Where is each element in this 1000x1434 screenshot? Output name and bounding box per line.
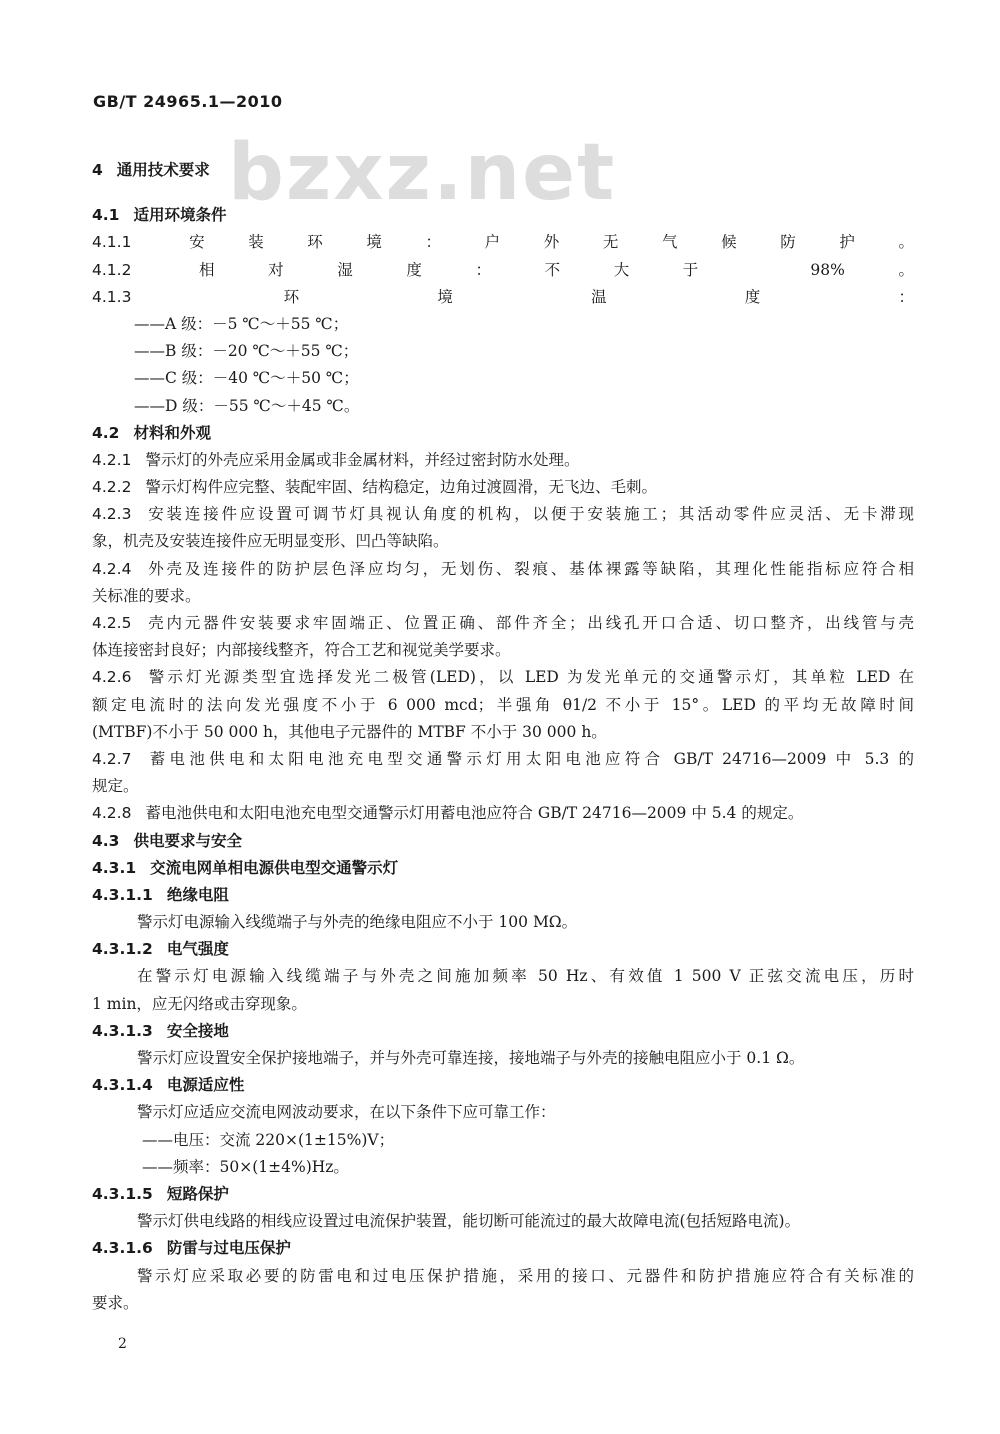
- clause-text: 体连接密封良好；内部接线整齐，符合工艺和视觉美学要求。: [92, 641, 511, 660]
- list-item: [92, 1127, 914, 1154]
- clause-text: ——频率：50×(1±4%)Hz。: [142, 1157, 349, 1176]
- clause-text: ——电压：交流 220×(1±15%)V；: [142, 1130, 395, 1149]
- clause-number: 4.2.8: [92, 804, 132, 823]
- section-heading: [92, 882, 914, 909]
- clause-text: 绝缘电阻: [166, 885, 229, 904]
- section-heading: [92, 157, 914, 184]
- paragraph-line: [92, 800, 914, 827]
- clause-number: 4.2: [92, 423, 120, 442]
- paragraph-line: [92, 447, 914, 474]
- page-number: 2: [118, 1336, 127, 1352]
- section-heading: [92, 1181, 914, 1208]
- clause-text: 通用技术要求: [116, 161, 210, 179]
- clause-number: 4.3: [92, 831, 120, 850]
- paragraph-line: [92, 637, 914, 664]
- paragraph-line: [92, 909, 914, 936]
- clause-text: 警示灯应适应交流电网波动要求，在以下条件下应可靠工作：: [137, 1103, 556, 1122]
- clause-text: 1 min，应无闪络或击穿现象。: [92, 994, 307, 1013]
- clause-text: 额定电流时的法向发光强度不小于 6 000 mcd；半强角 θ1/2 不小于 15°。LED 的平均无故障时间: [92, 695, 914, 714]
- clause-number: 4.2.5: [92, 614, 132, 632]
- list-item: [92, 311, 914, 338]
- clause-number: 4.3.1: [92, 858, 137, 877]
- paragraph-line: [92, 556, 914, 583]
- clause-text: 蓄电池供电和太阳电池充电型交通警示灯用蓄电池应符合 GB/T 24716—2009 中 5.4 的规定。: [145, 804, 804, 823]
- clause-text: 关标准的要求。: [92, 586, 201, 605]
- clause-number: 4.2.2: [92, 478, 132, 497]
- list-item: [92, 338, 914, 365]
- clause-number: 4.3.1.6: [92, 1239, 153, 1258]
- clause-text: 壳内元器件安装要求牢固端正、位置正确、部件齐全；出线孔开口合适、切口整齐，出线管与壳: [145, 614, 914, 632]
- clause-text: 警示灯构件应完整、装配牢固、结构稳定，边角过渡圆滑，无飞边、毛刺。: [145, 478, 657, 497]
- standard-code-header: GB/T 24965.1—2010: [93, 92, 283, 111]
- paragraph-line: [92, 719, 914, 746]
- clause-number: 4.2.4: [92, 559, 132, 578]
- section-heading: [92, 420, 914, 447]
- section-heading: [92, 1072, 914, 1099]
- clause-text: 安装连接件应设置可调节灯具视认角度的机构，以便于安装施工；其活动零件应灵活、无卡滞现: [145, 505, 914, 524]
- clause-text: 短路保护: [166, 1184, 229, 1203]
- document-body: [92, 157, 914, 1317]
- section-heading: [92, 855, 914, 882]
- clause-text: ——C 级：－40 ℃～＋50 ℃；: [134, 369, 359, 388]
- paragraph-line: [92, 528, 914, 555]
- paragraph-line: [92, 746, 914, 773]
- clause-number: 4.3.1.4: [92, 1076, 153, 1095]
- section-heading: [92, 202, 914, 229]
- clause-text: 环境温度：: [145, 287, 914, 306]
- clause-text: 安全接地: [166, 1021, 229, 1040]
- clause-text: 在警示灯电源输入线缆端子与外壳之间施加频率 50 Hz、有效值 1 500 V 正弦交流电压，历时: [137, 967, 914, 986]
- clause-text: 交流电网单相电源供电型交通警示灯: [150, 858, 399, 877]
- paragraph-line: [92, 284, 914, 311]
- clause-text: 外壳及连接件的防护层色泽应均匀，无划伤、裂痕、基体裸露等缺陷，其理化性能指标应符合相: [145, 559, 914, 578]
- watermark-logo: bzxz.net: [228, 128, 617, 218]
- list-item: [92, 1154, 914, 1181]
- paragraph-line: [92, 1263, 914, 1290]
- clause-number: 4.2.3: [92, 505, 132, 524]
- clause-text: ——B 级：－20 ℃～＋55 ℃；: [134, 342, 359, 361]
- clause-text: 材料和外观: [133, 423, 211, 442]
- paragraph-line: [92, 1045, 914, 1072]
- paragraph-line: [92, 474, 914, 501]
- clause-text: 相对湿度：不大于 98%。: [145, 260, 914, 279]
- section-heading: [92, 1235, 914, 1262]
- clause-text: ——A 级：－5 ℃～＋55 ℃；: [134, 314, 349, 333]
- section-heading: [92, 828, 914, 855]
- clause-text: 规定。: [92, 777, 139, 796]
- clause-number: 4.3.1.1: [92, 885, 153, 904]
- paragraph-line: [92, 963, 914, 990]
- list-item: [92, 393, 914, 420]
- list-item: [92, 365, 914, 392]
- clause-text: 象，机壳及安装连接件应无明显变形、凹凸等缺陷。: [92, 532, 449, 551]
- paragraph-line: [92, 257, 914, 284]
- paragraph-line: [92, 773, 914, 800]
- clause-number: 4.2.6: [92, 668, 132, 687]
- clause-text: 安装环境：户外无气候防护。: [145, 233, 914, 252]
- clause-text: 警示灯供电线路的相线应设置过电流保护装置，能切断可能流过的最大故障电流(包括短路电流)。: [137, 1212, 801, 1231]
- clause-number: 4.2.1: [92, 450, 132, 469]
- paragraph-line: [92, 1208, 914, 1235]
- paragraph-line: [92, 692, 914, 719]
- paragraph-line: [92, 1290, 914, 1317]
- clause-text: 电源适应性: [166, 1076, 245, 1095]
- clause-text: 供电要求与安全: [133, 831, 242, 850]
- clause-number: 4.3.1.3: [92, 1021, 153, 1040]
- paragraph-line: [92, 1099, 914, 1126]
- paragraph-line: [92, 583, 914, 610]
- clause-text: 警示灯应采取必要的防雷电和过电压保护措施，采用的接口、元器件和防护措施应符合有关标准的: [137, 1266, 914, 1285]
- clause-number: 4.2.7: [92, 749, 132, 768]
- clause-text: 蓄电池供电和太阳电池充电型交通警示灯用太阳电池应符合 GB/T 24716—2009 中 5.3 的: [145, 749, 914, 768]
- clause-number: 4.3.1.2: [92, 940, 153, 959]
- clause-text: 警示灯电源输入线缆端子与外壳的绝缘电阻应不小于 100 MΩ。: [137, 913, 578, 932]
- clause-text: 警示灯应设置安全保护接地端子，并与外壳可靠连接，接地端子与外壳的接触电阻应小于 0.1 Ω。: [137, 1049, 805, 1067]
- clause-number: 4.1.1: [92, 233, 132, 252]
- paragraph-line: [92, 229, 914, 256]
- clause-text: 警示灯的外壳应采用金属或非金属材料，并经过密封防水处理。: [145, 450, 580, 469]
- clause-number: 4.1: [92, 206, 120, 225]
- clause-number: 4.1.3: [92, 287, 132, 306]
- clause-text: 适用环境条件: [133, 206, 227, 225]
- clause-text: 电气强度: [166, 940, 229, 959]
- paragraph-line: [92, 610, 914, 637]
- clause-number: 4.1.2: [92, 260, 132, 279]
- section-heading: [92, 1018, 914, 1045]
- clause-text: 要求。: [92, 1293, 139, 1312]
- clause-text: 警示灯光源类型宜选择发光二极管(LED)，以 LED 为发光单元的交通警示灯，其单粒 LED 在: [145, 668, 914, 687]
- paragraph-line: [92, 991, 914, 1018]
- clause-number: 4.3.1.5: [92, 1184, 153, 1203]
- section-heading: [92, 936, 914, 963]
- clause-text: 防雷与过电压保护: [166, 1239, 291, 1258]
- paragraph-line: [92, 664, 914, 691]
- clause-text: (MTBF)不小于 50 000 h，其他电子元器件的 MTBF 不小于 30 000 h。: [92, 722, 607, 741]
- clause-number: 4: [92, 161, 103, 179]
- paragraph-line: [92, 501, 914, 528]
- clause-text: ——D 级：－55 ℃～＋45 ℃。: [134, 396, 360, 415]
